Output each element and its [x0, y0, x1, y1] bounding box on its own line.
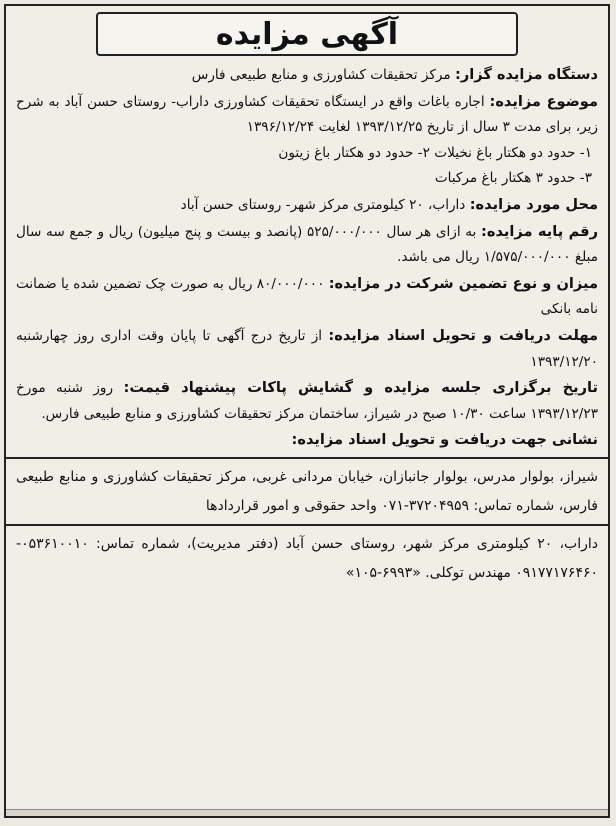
title-box [96, 12, 518, 56]
address-darab: داراب، ۲۰ کیلومتری مرکز شهر، روستای حسن آباد (دفتر مدیریت)، شماره تماس: ۰۵۳۶۱۰۰۱۰- ۰۹۱۷۷۱۷۶۴۶۰ مهندس توکلی. «۶۹۹۳-۱۰۵» [16, 535, 598, 581]
base-price-value: به ازای هر سال ۵۲۵/۰۰۰/۰۰۰ (پانصد و بیست و پنج میلیون) ریال و جمع سه سال مبلغ ۱/۵۷۵/۰۰۰/۰۰۰ ریال می باشد. [16, 223, 598, 266]
divider [6, 524, 608, 526]
guarantee-value: ۸۰/۰۰۰/۰۰۰ ریال به صورت چک تضمین شده یا ضمانت نامه بانکی [16, 275, 598, 318]
subject-label: موضوع مزایده: [489, 92, 598, 110]
session-label: تاریخ برگزاری جلسه مزایده و گشایش پاکات پیشنهاد قیمت: [123, 379, 598, 397]
location-label: محل مورد مزایده: [469, 195, 598, 213]
address-heading: نشانی جهت دریافت و تحویل اسناد مزایده: [291, 431, 598, 449]
list-item: ۳- حدود ۳ هکتار باغ مرکبات [434, 170, 592, 187]
subject-value: اجاره باغات واقع در ایستگاه تحقیقات کشاورزی داراب- روستای حسن آباد به شرح زیر، برای مدت ۳ سال از تاریخ ۱۳۹۳/۱۲/۲۵ لغایت ۱۳۹۶/۱۲/۲۴ [16, 93, 598, 136]
deadline-value: از تاریخ درج آگهی تا پایان وقت اداری روز چهارشنبه ۱۳۹۳/۱۲/۲۰ [16, 327, 598, 370]
address-shiraz: شیراز، بولوار مدرس، بولوار جانبازان، خیابان مردانی غربی، مرکز تحقیقات کشاورزی و منابع طبیعی فارس، شماره تماس: ۳۷۲۰۴۹۵۹-۰۷۱ واحد حقوقی و امور قراردادها [16, 468, 598, 514]
organizer-label: دستگاه مزایده گزار: [455, 66, 598, 83]
location-value: داراب، ۲۰ کیلومتری مرکز شهر- روستای حسن آباد [180, 196, 466, 213]
address-heading-line [16, 427, 598, 454]
session-line [16, 375, 598, 427]
guarantee-label: میزان و نوع تضمین شرکت در مزایده: [328, 274, 598, 292]
divider [6, 457, 608, 459]
deadline-line [16, 323, 598, 375]
notice-body [6, 56, 608, 588]
notice-title: آگهی مزایده [215, 16, 399, 52]
guarantee-line [16, 271, 598, 323]
session-value: روز شنبه مورخ ۱۳۹۳/۱۲/۲۳ ساعت ۱۰/۳۰ صبح در شیراز، ساختمان مرکز تحقیقات کشاورزی و منابع طبیعی فارس. [16, 380, 598, 422]
subject-line [16, 89, 598, 141]
organizer-line [16, 62, 598, 89]
deadline-label: مهلت دریافت و تحویل اسناد مزایده: [328, 326, 598, 344]
organizer-value: مرکز تحقیقات کشاورزی و منابع طبیعی فارس [191, 67, 451, 83]
base-price-line [16, 219, 598, 271]
base-price-label: رقم پایه مزایده: [481, 222, 598, 240]
list-item: ۱- حدود دو هکتار باغ نخیلات ۲- حدود دو هکتار باغ زیتون [278, 144, 592, 161]
location-line [16, 192, 598, 219]
clipped-edge [6, 809, 608, 816]
auction-notice [4, 4, 610, 818]
